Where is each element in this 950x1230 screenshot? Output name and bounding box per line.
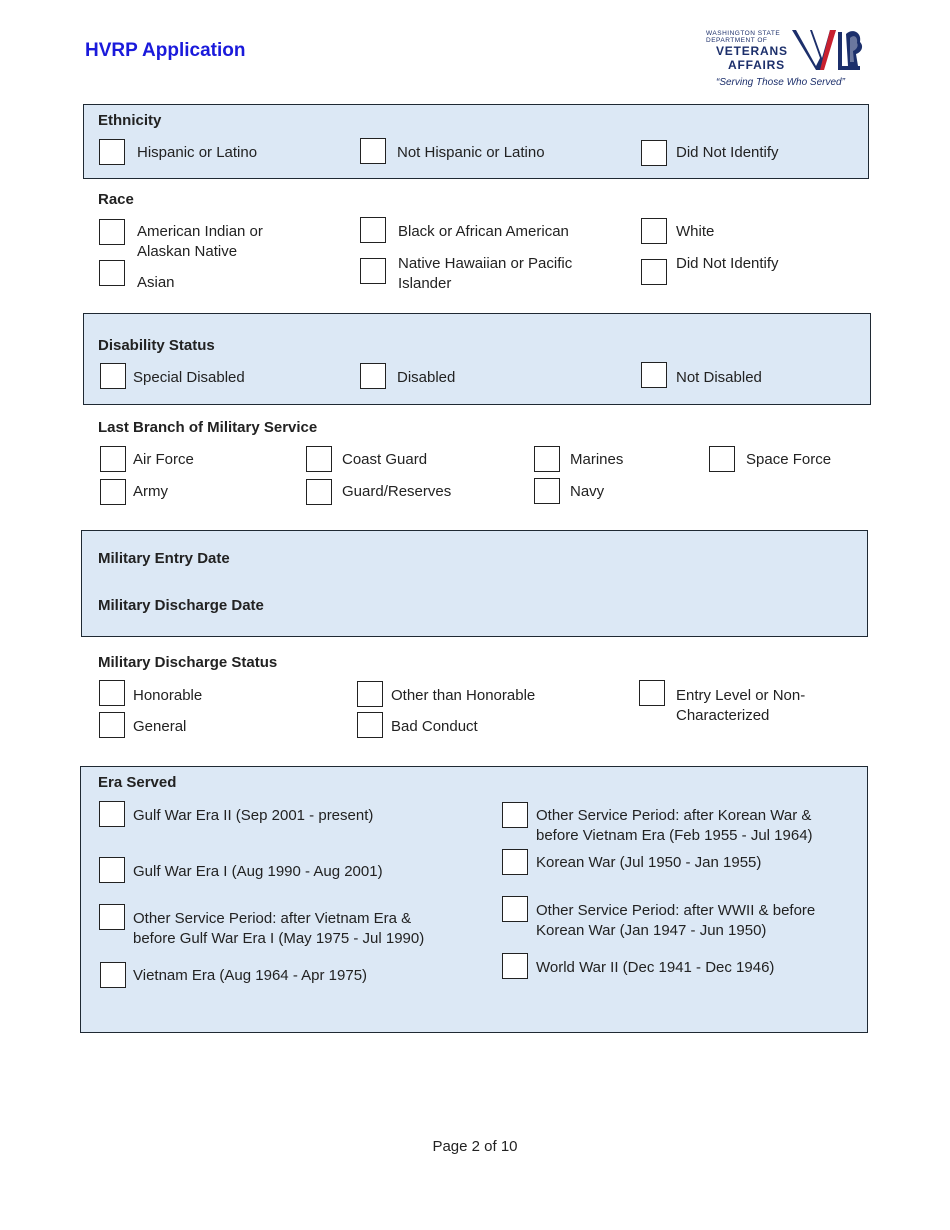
ethnicity-not-identify-checkbox[interactable] bbox=[641, 140, 667, 166]
era-wwii-label: World War II (Dec 1941 - Dec 1946) bbox=[536, 959, 775, 976]
logo-line2: DEPARTMENT OF bbox=[706, 37, 768, 44]
era-post-wwii-checkbox[interactable] bbox=[502, 896, 528, 922]
discharge-general-label: General bbox=[133, 718, 187, 735]
race-not-identify-checkbox[interactable] bbox=[641, 259, 667, 285]
era-heading: Era Served bbox=[98, 774, 177, 791]
era-vietnam-checkbox[interactable] bbox=[100, 962, 126, 988]
race-heading: Race bbox=[98, 191, 134, 208]
era-post-korea-checkbox[interactable] bbox=[502, 802, 528, 828]
ethnicity-hispanic-checkbox[interactable] bbox=[99, 139, 125, 165]
discharge-other-than-honorable-checkbox[interactable] bbox=[357, 681, 383, 707]
race-not-identify-label: Did Not Identify bbox=[676, 255, 779, 272]
branch-navy-label: Navy bbox=[570, 483, 605, 500]
disability-special-label: Special Disabled bbox=[133, 369, 245, 386]
race-white-checkbox[interactable] bbox=[641, 218, 667, 244]
branch-guard-reserves-checkbox[interactable] bbox=[306, 479, 332, 505]
race-asian-checkbox[interactable] bbox=[99, 260, 125, 286]
era-gulf-war-ii-checkbox[interactable] bbox=[99, 801, 125, 827]
race-native-hawaiian-checkbox[interactable] bbox=[360, 258, 386, 284]
era-gulf-war-i-checkbox[interactable] bbox=[99, 857, 125, 883]
race-white-label: White bbox=[676, 223, 715, 240]
era-post-wwii-label: Other Service Period: after WWII & before Korean War (Jan 1947 - Jun 1950) bbox=[536, 902, 816, 939]
era-gulf-war-ii-label: Gulf War Era II (Sep 2001 - present) bbox=[133, 807, 374, 824]
discharge-status-heading: Military Discharge Status bbox=[98, 654, 278, 671]
branch-army-checkbox[interactable] bbox=[100, 479, 126, 505]
discharge-entry-level-checkbox[interactable] bbox=[639, 680, 665, 706]
discharge-honorable-label: Honorable bbox=[133, 687, 203, 704]
logo-line3: VETERANS bbox=[716, 44, 788, 58]
page-number: Page 2 of 10 bbox=[432, 1138, 518, 1155]
branch-space-force-label: Space Force bbox=[746, 451, 832, 468]
disability-not-disabled-checkbox[interactable] bbox=[641, 362, 667, 388]
era-post-vietnam-checkbox[interactable] bbox=[99, 904, 125, 930]
branch-army-label: Army bbox=[133, 483, 168, 500]
discharge-general-checkbox[interactable] bbox=[99, 712, 125, 738]
discharge-bad-conduct-checkbox[interactable] bbox=[357, 712, 383, 738]
branch-marines-label: Marines bbox=[570, 451, 624, 468]
entry-date-label: Military Entry Date bbox=[98, 550, 230, 567]
discharge-bad-conduct-label: Bad Conduct bbox=[391, 718, 478, 735]
era-post-korea-label: Other Service Period: after Korean War & before Vietnam Era (Feb 1955 - Jul 1964) bbox=[536, 807, 813, 844]
logo-tagline: “Serving Those Who Served” bbox=[716, 77, 845, 88]
race-black-checkbox[interactable] bbox=[360, 217, 386, 243]
branch-guard-reserves-label: Guard/Reserves bbox=[342, 483, 452, 500]
discharge-date-label: Military Discharge Date bbox=[98, 597, 264, 614]
era-vietnam-label: Vietnam Era (Aug 1964 - Apr 1975) bbox=[133, 967, 368, 984]
disability-not-disabled-label: Not Disabled bbox=[676, 369, 762, 386]
branch-air-force-label: Air Force bbox=[133, 451, 194, 468]
branch-space-force-checkbox[interactable] bbox=[709, 446, 735, 472]
race-native-hawaiian-label: Native Hawaiian or Pacific Islander bbox=[398, 255, 573, 292]
branch-marines-checkbox[interactable] bbox=[534, 446, 560, 472]
disability-disabled-checkbox[interactable] bbox=[360, 363, 386, 389]
ethnicity-not-hispanic-checkbox[interactable] bbox=[360, 138, 386, 164]
ethnicity-hispanic-label: Hispanic or Latino bbox=[137, 144, 258, 161]
branch-coast-guard-checkbox[interactable] bbox=[306, 446, 332, 472]
era-korean-war-checkbox[interactable] bbox=[502, 849, 528, 875]
logo-line1: WASHINGTON STATE bbox=[706, 30, 781, 37]
era-gulf-war-i-label: Gulf War Era I (Aug 1990 - Aug 2001) bbox=[133, 863, 383, 880]
discharge-honorable-checkbox[interactable] bbox=[99, 680, 125, 706]
discharge-other-than-honorable-label: Other than Honorable bbox=[391, 687, 536, 704]
ethnicity-not-hispanic-label: Not Hispanic or Latino bbox=[397, 144, 545, 161]
race-asian-label: Asian bbox=[137, 274, 175, 291]
branch-navy-checkbox[interactable] bbox=[534, 478, 560, 504]
race-american-indian-label: American Indian or Alaskan Native bbox=[137, 223, 263, 260]
branch-heading: Last Branch of Military Service bbox=[98, 419, 318, 436]
branch-coast-guard-label: Coast Guard bbox=[342, 451, 428, 468]
race-black-label: Black or African American bbox=[398, 223, 569, 240]
discharge-entry-level-label: Entry Level or Non-Characterized bbox=[676, 687, 806, 724]
disability-panel bbox=[83, 313, 871, 405]
disability-disabled-label: Disabled bbox=[397, 369, 456, 386]
logo-line4: AFFAIRS bbox=[728, 58, 785, 72]
disability-special-checkbox[interactable] bbox=[100, 363, 126, 389]
page-title: HVRP Application bbox=[85, 40, 246, 61]
era-korean-war-label: Korean War (Jul 1950 - Jan 1955) bbox=[536, 854, 762, 871]
era-wwii-checkbox[interactable] bbox=[502, 953, 528, 979]
ethnicity-panel bbox=[83, 104, 869, 179]
era-post-vietnam-label: Other Service Period: after Vietnam Era & before Gulf War Era I (May 1975 - Jul 1990) bbox=[133, 910, 425, 947]
flag-v-icon bbox=[792, 28, 870, 72]
disability-heading: Disability Status bbox=[98, 337, 215, 354]
ethnicity-not-identify-label: Did Not Identify bbox=[676, 144, 779, 161]
branch-air-force-checkbox[interactable] bbox=[100, 446, 126, 472]
ethnicity-heading: Ethnicity bbox=[98, 112, 162, 129]
military-dates-panel bbox=[81, 530, 868, 637]
race-american-indian-checkbox[interactable] bbox=[99, 219, 125, 245]
